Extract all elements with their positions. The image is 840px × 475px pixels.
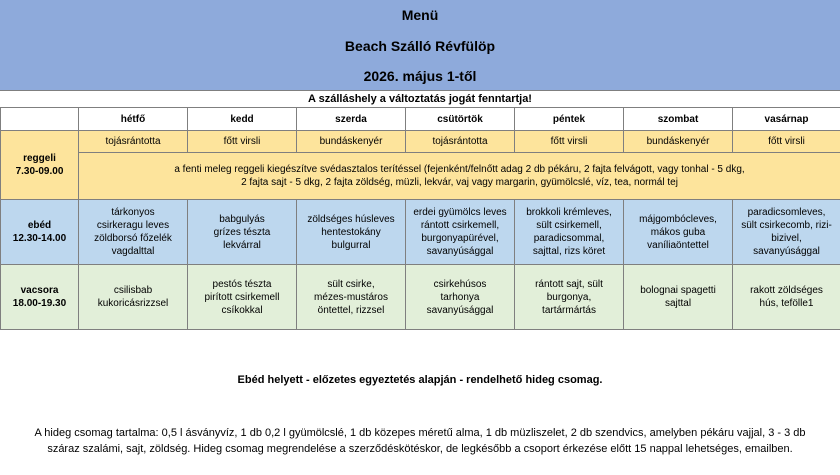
breakfast-name: reggeli (23, 153, 56, 164)
lunch-item: babgulyás grízes tészta lekvárral (188, 200, 297, 265)
lunch-name: ebéd (27, 220, 52, 231)
breakfast-item: főtt virsli (733, 131, 840, 153)
dinner-time: 18.00-19.30 (12, 298, 67, 309)
cold-package-line: A hideg csomag tartalma: 0,5 l ásványvíz, 1 db 0,2 l gyümölcslé, 1 db közepes méretű alma, 1 db müzliszelet, 2 db szendvics, amelyben pékáru vajjal, 3 - 3 db (34, 427, 806, 439)
lunch-item: májgombócleves, mákos guba vaníliaöntettel (624, 200, 733, 265)
breakfast-time: 7.30-09.00 (15, 166, 64, 177)
lunch-item: paradicsomleves, sült csirkecomb, rizi- bizivel, savanyúsággal (733, 200, 840, 265)
breakfast-item: tojásrántotta (79, 131, 188, 153)
breakfast-info-line: a fenti meleg reggeli kiegészítve svédasztalos terítéssel (fejenként/felnőtt adag 2 db pékáru, 2 fajta felvágott, vagy tonhal - 5 dkg, (174, 164, 745, 175)
lunch-item: brokkoli krémleves, sült csirkemell, paradicsommal, sajttal, rizs köret (515, 200, 624, 265)
valid-from-date: 2026. május 1-től (363, 68, 477, 84)
dinner-name: vacsora (20, 285, 59, 296)
day-tuesday: kedd (188, 108, 297, 131)
dinner-item: sült csirke, mézes-mustáros öntettel, rizzsel (297, 265, 406, 330)
dinner-item: csirkehúsos tarhonya savanyúsággal (406, 265, 515, 330)
breakfast-info-row (1, 153, 840, 200)
page-title: Menü (401, 7, 439, 23)
dinner-label (1, 265, 79, 330)
day-sunday: vasárnap (733, 108, 840, 131)
breakfast-item: tojásrántotta (406, 131, 515, 153)
lunch-label (1, 200, 79, 265)
lunch-item: zöldséges húsleves hentestokány bulgurral (297, 200, 406, 265)
cold-package-line: száraz szalámi, sajt, zöldség. Hideg csomag megrendelése a szerződéskötéskor, de legkésőbb a csoport érkezése előtt 15 nappal lehetséges, emailben. (47, 443, 793, 455)
breakfast-label (1, 131, 79, 200)
breakfast-item: főtt virsli (188, 131, 297, 153)
lunch-time: 12.30-14.00 (12, 233, 67, 244)
lunch-item: erdei gyümölcs leves rántott csirkemell, burgonyapürével, savanyúsággal (406, 200, 515, 265)
menu-table (0, 107, 840, 330)
change-notice: A szálláshely a változtatás jogát fenntartja! (308, 93, 532, 105)
dinner-item: rakott zöldséges hús, tefölle1 (733, 265, 840, 330)
hotel-name: Beach Szálló Révfülöp (344, 38, 496, 54)
day-saturday: szombat (624, 108, 733, 131)
day-wednesday: szerda (297, 108, 406, 131)
day-thursday: csütörtök (406, 108, 515, 131)
dinner-item: rántott sajt, sült burgonya, tartármártás (515, 265, 624, 330)
menu-header (0, 0, 840, 91)
corner-cell (1, 108, 79, 131)
dinner-item: bolognai spagetti sajttal (624, 265, 733, 330)
breakfast-buffet-info (79, 153, 840, 200)
breakfast-item: bundáskenyér (297, 131, 406, 153)
dinner-item: csilisbab kukoricásrizzsel (79, 265, 188, 330)
dinner-row (1, 265, 840, 330)
breakfast-item: főtt virsli (515, 131, 624, 153)
day-monday: hétfő (79, 108, 188, 131)
breakfast-items-row (1, 131, 840, 153)
cold-package-contents (10, 425, 830, 457)
dinner-item: pestós tészta pirított csirkemell csíkokkal (188, 265, 297, 330)
breakfast-info-line: 2 fajta sajt - 5 dkg, 2 fajta zöldség, müzli, lekvár, vaj vagy margarin, gyümölcslé, víz, tea, normál tej (241, 177, 678, 188)
day-header-row (1, 108, 840, 131)
cold-package-note: Ebéd helyett - előzetes egyeztetés alapján - rendelhető hideg csomag. (237, 374, 603, 386)
lunch-row (1, 200, 840, 265)
lunch-item: tárkonyos csirkeragu leves zöldborsó főzelék vagdalttal (79, 200, 188, 265)
day-friday: péntek (515, 108, 624, 131)
breakfast-item: bundáskenyér (624, 131, 733, 153)
